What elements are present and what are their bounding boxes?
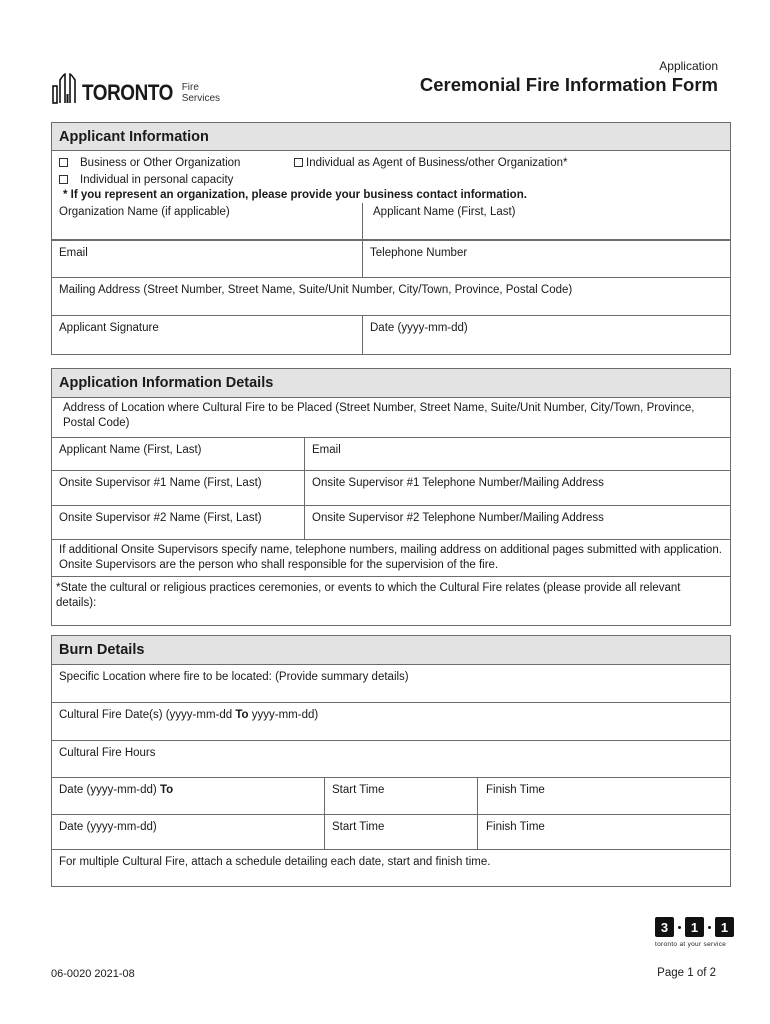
applicant-name-field[interactable]: Applicant Name (First, Last): [362, 203, 730, 239]
fire-hours-label: Cultural Fire Hours: [59, 747, 156, 759]
supervisor1-name-field[interactable]: Onsite Supervisor #1 Name (First, Last): [59, 477, 262, 489]
finish-time1-field[interactable]: Finish Time: [477, 778, 730, 814]
date1-label: Date (yyyy-mm-dd): [59, 784, 160, 796]
signature-field[interactable]: Applicant Signature: [59, 322, 159, 334]
date-field[interactable]: Date (yyyy-mm-dd): [362, 316, 730, 354]
multiple-fires-note: For multiple Cultural Fire, attach a schedule detailing each date, start and finish time.: [59, 856, 491, 868]
organization-note: * If you represent an organization, please provide your business contact information.: [63, 189, 527, 201]
form-row: [52, 815, 730, 850]
burn-details-section: [51, 635, 731, 887]
mailing-address-field[interactable]: Mailing Address (Street Number, Street Name, Suite/Unit Number, City/Town, Province, Postal Code): [59, 284, 573, 296]
fire-dates-to: To: [235, 709, 249, 721]
form-number: 06-0020 2021-08: [51, 968, 135, 980]
business-option-label: Business or Other Organization: [80, 156, 241, 169]
individual-checkbox[interactable]: [59, 175, 68, 184]
start-time1-field[interactable]: Start Time: [324, 778, 477, 814]
badge-digits: [655, 917, 735, 937]
form-row: [52, 665, 730, 703]
start-time2-field[interactable]: Start Time: [324, 815, 477, 849]
form-row: [52, 398, 730, 438]
form-row: [52, 471, 730, 506]
digit-1b: 1: [715, 917, 734, 937]
section-heading: Application Information Details: [52, 369, 730, 398]
date2-field[interactable]: Date (yyyy-mm-dd): [59, 821, 157, 833]
form-row: [52, 577, 730, 625]
specific-location-field[interactable]: Specific Location where fire to be located: (Provide summary details): [59, 671, 409, 683]
details-email-field[interactable]: Email: [304, 438, 730, 470]
digit-3: 3: [655, 917, 674, 937]
agent-option-label: Individual as Agent of Business/other Organization*: [306, 156, 568, 169]
date1-to: To: [159, 784, 174, 796]
organization-name-field[interactable]: Organization Name (if applicable): [59, 206, 230, 218]
dot-icon: [678, 926, 681, 929]
logo-sub-fire: Fire: [181, 82, 199, 93]
date1-field[interactable]: [52, 778, 324, 814]
form-row: [52, 316, 730, 354]
toronto-311-logo: [655, 917, 735, 948]
applicant-information-section: [51, 122, 731, 355]
logo-sub-services: Services: [181, 93, 221, 104]
toronto-fire-logo: [52, 68, 220, 104]
individual-option-label: Individual in personal capacity: [80, 173, 234, 186]
fire-dates-label: Cultural Fire Date(s) (yyyy-mm-dd: [59, 709, 236, 721]
additional-supervisors-note: If additional Onsite Supervisors specify name, telephone numbers, mailing address on additional pages submitted with application. Onsite Supervisors are the person who shall responsible for the supervision of the fire.: [59, 544, 722, 571]
form-title: Ceremonial Fire Information Form: [419, 74, 718, 95]
form-row: [52, 203, 730, 240]
application-details-section: [51, 368, 731, 626]
application-label: Application: [659, 59, 718, 73]
section-heading: Burn Details: [52, 636, 730, 665]
form-row: [52, 540, 730, 577]
form-row: [52, 850, 730, 886]
agent-checkbox[interactable]: [294, 158, 303, 167]
logo-subtitle: [182, 82, 220, 104]
finish-time2-field[interactable]: Finish Time: [477, 815, 730, 849]
email-field[interactable]: Email: [59, 247, 88, 259]
form-row: [52, 278, 730, 316]
business-checkbox[interactable]: [59, 158, 68, 167]
option-row: [52, 171, 730, 188]
supervisor2-contact-field[interactable]: Onsite Supervisor #2 Telephone Number/Mailing Address: [304, 506, 730, 539]
option-row: [52, 154, 730, 171]
telephone-field[interactable]: Telephone Number: [362, 241, 730, 277]
city-hall-icon: [52, 72, 78, 104]
dot-icon: [708, 926, 711, 929]
section-heading: Applicant Information: [52, 123, 730, 151]
fire-dates-label-end: yyyy-mm-dd): [248, 709, 319, 721]
details-applicant-name-field[interactable]: Applicant Name (First, Last): [59, 444, 202, 456]
applicant-type-options: [52, 151, 730, 203]
fire-dates-field[interactable]: [52, 703, 730, 740]
supervisor2-name-field[interactable]: Onsite Supervisor #2 Name (First, Last): [59, 512, 262, 524]
form-row: [52, 506, 730, 540]
digit-1: 1: [685, 917, 704, 937]
form-row: [52, 778, 730, 815]
supervisor1-contact-field[interactable]: Onsite Supervisor #1 Telephone Number/Mailing Address: [304, 471, 730, 505]
cultural-practices-field[interactable]: *State the cultural or religious practices ceremonies, or events to which the Cultural Fire relates (please provide all relevant details):: [56, 582, 681, 609]
badge-tagline: toronto at your service: [655, 941, 727, 948]
logo-wordmark: TORONTO: [82, 80, 173, 105]
form-row: [52, 741, 730, 778]
form-row: [52, 703, 730, 741]
page-number: Page 1 of 2: [657, 967, 716, 979]
form-row: [52, 438, 730, 471]
fire-location-address-field[interactable]: Address of Location where Cultural Fire to be Placed (Street Number, Street Name, Suite/Unit Number, City/Town, Province, Postal Code): [63, 402, 695, 429]
form-row: [52, 240, 730, 278]
